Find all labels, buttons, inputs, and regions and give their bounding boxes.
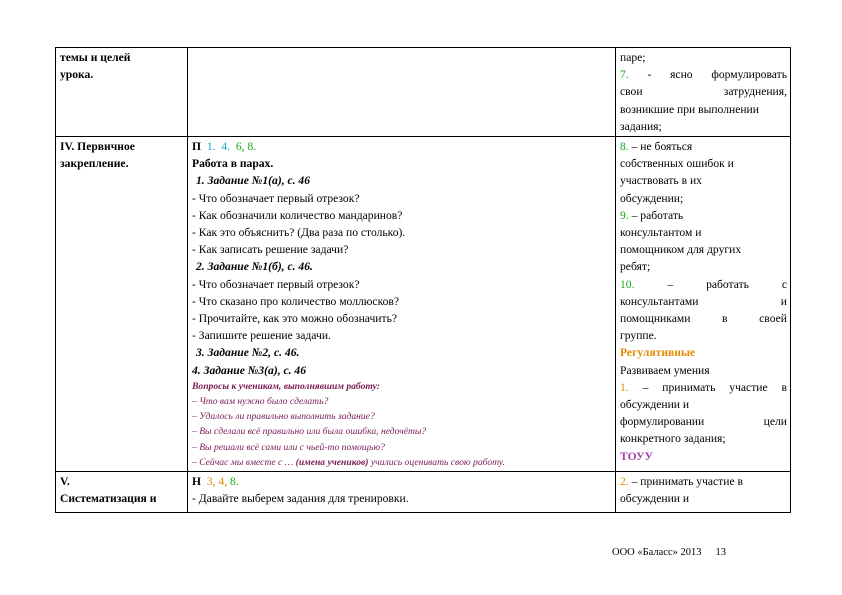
toyu-label: ТОУУ: [620, 449, 653, 463]
skills-line: [620, 207, 787, 224]
skill-number: 1.: [620, 380, 629, 394]
skill-number: 8.: [620, 140, 629, 154]
activity-cell: [188, 137, 616, 472]
lesson-type-letter: П: [192, 140, 202, 154]
skills-line: ребят;: [620, 260, 651, 274]
question-line: - Как обозначили количество мандаринов?: [192, 208, 403, 222]
activity-cell: [188, 48, 616, 137]
skills-line: конкретного задания;: [620, 432, 726, 446]
question-text: учились оценивать свою работу.: [368, 456, 505, 468]
skills-line: Развиваем умения: [620, 363, 710, 377]
skill-ref: 4.: [221, 140, 231, 154]
skills-line: консультантами и: [620, 294, 787, 308]
publisher-text: ООО «Баласс» 2013: [612, 547, 702, 558]
skill-ref: 6, 8.: [235, 140, 257, 154]
skills-line: помощником для других: [620, 243, 742, 257]
questions-heading: Вопросы к ученикам, выполнявшим работу:: [192, 380, 380, 392]
skill-text: – работать: [628, 208, 684, 222]
question-line: - Что обозначает первый отрезок?: [192, 191, 360, 205]
lesson-plan-table: [55, 47, 791, 513]
skill-text: - ясно формулировать: [628, 68, 787, 82]
question-line: - Что сказано про количество моллюсков?: [192, 294, 400, 308]
skills-line: [620, 66, 787, 83]
question-line: - Запишите решение задачи.: [192, 329, 331, 343]
skill-ref: 4,: [218, 475, 228, 489]
skill-ref: 8.: [230, 475, 239, 489]
skills-line: обсуждении;: [620, 191, 684, 205]
table-row: [56, 472, 791, 513]
reflection-question: – Вы решали всё сами или с чьей-то помощью?: [192, 441, 385, 453]
table-row: [56, 137, 791, 472]
task-heading: 2. Задание №1(б), с. 46.: [196, 260, 313, 274]
skills-line: [620, 138, 787, 155]
skill-ref: 3,: [206, 475, 216, 489]
skills-line: группе.: [620, 329, 657, 343]
skills-cell: [616, 137, 791, 472]
skills-cell: [616, 48, 791, 137]
skill-number: 9.: [620, 208, 629, 222]
skill-number: 7.: [620, 68, 629, 82]
regulatory-heading: Регулятивные: [620, 346, 696, 360]
skills-line: обсуждении и: [620, 492, 690, 506]
activity-header: [192, 138, 612, 155]
skills-line: [620, 473, 787, 490]
task-heading: 3. Задание №2, с. 46.: [196, 346, 300, 360]
skills-line: помощниками в своей: [620, 312, 787, 326]
skills-line: возникшие при выполнении: [620, 102, 759, 116]
table-row: [56, 48, 791, 137]
question-line: - Как записать решение задачи?: [192, 243, 349, 257]
reflection-question: – Удалось ли правильно выполнить задание?: [192, 411, 375, 423]
reflection-question: – Вы сделали всё правильно или была ошибка, недочёты?: [192, 426, 427, 438]
skill-text: – принимать участие в: [628, 380, 787, 394]
student-names-placeholder: (имена учеников): [295, 456, 369, 468]
skill-text: – работать с: [667, 277, 787, 291]
task-heading: 4. Задание №3(а), с. 46: [192, 363, 307, 377]
activity-cell: [188, 472, 616, 513]
stage-line: IV. Первичное: [60, 140, 135, 154]
skill-text: – принимать участие в: [628, 475, 743, 489]
question-line: - Прочитайте, как это можно обозначить?: [192, 312, 397, 326]
question-line: - Давайте выберем задания для тренировки.: [192, 492, 409, 506]
skills-line: обсуждении и: [620, 398, 690, 412]
reflection-question: [192, 455, 612, 470]
skill-text: – не бояться: [628, 140, 693, 154]
stage-line: V.: [60, 475, 70, 489]
question-line: - Как это объяснить? (Два раза по столько).: [192, 226, 406, 240]
activity-title: Работа в парах.: [192, 157, 274, 171]
skills-line: паре;: [620, 51, 646, 64]
activity-header: [192, 473, 612, 490]
stage-cell: [56, 472, 188, 513]
skills-line: [620, 276, 787, 293]
skill-number: 2.: [620, 475, 629, 489]
question-text: – Сейчас мы вместе с …: [192, 456, 296, 468]
skills-line: [620, 379, 787, 396]
skills-line: свои затруднения,: [620, 85, 787, 99]
stage-cell: [56, 137, 188, 472]
skill-number: 10.: [620, 277, 635, 291]
stage-line: темы и целей: [60, 51, 131, 64]
skill-ref: 1.: [206, 140, 216, 154]
stage-cell: [56, 48, 188, 137]
lesson-type-letter: Н: [192, 475, 202, 489]
reflection-questions: [192, 379, 612, 470]
page-number: 13: [715, 547, 727, 558]
task-heading: 1. Задание №1(а), с. 46: [196, 174, 311, 188]
reflection-question: – Что вам нужно было сделать?: [192, 396, 329, 408]
skills-line: консультантом и: [620, 226, 702, 240]
stage-line: урока.: [60, 68, 94, 82]
skills-line: формулировании цели: [620, 415, 787, 429]
question-line: - Что обозначает первый отрезок?: [192, 277, 360, 291]
skills-line: задания;: [620, 119, 662, 133]
stage-line: закрепление.: [60, 157, 129, 171]
skills-cell: [616, 472, 791, 513]
skills-line: участвовать в их: [620, 174, 702, 188]
page-footer: [612, 547, 726, 558]
skills-line: собственных ошибок и: [620, 157, 734, 171]
stage-line: Систематизация и: [60, 492, 157, 506]
